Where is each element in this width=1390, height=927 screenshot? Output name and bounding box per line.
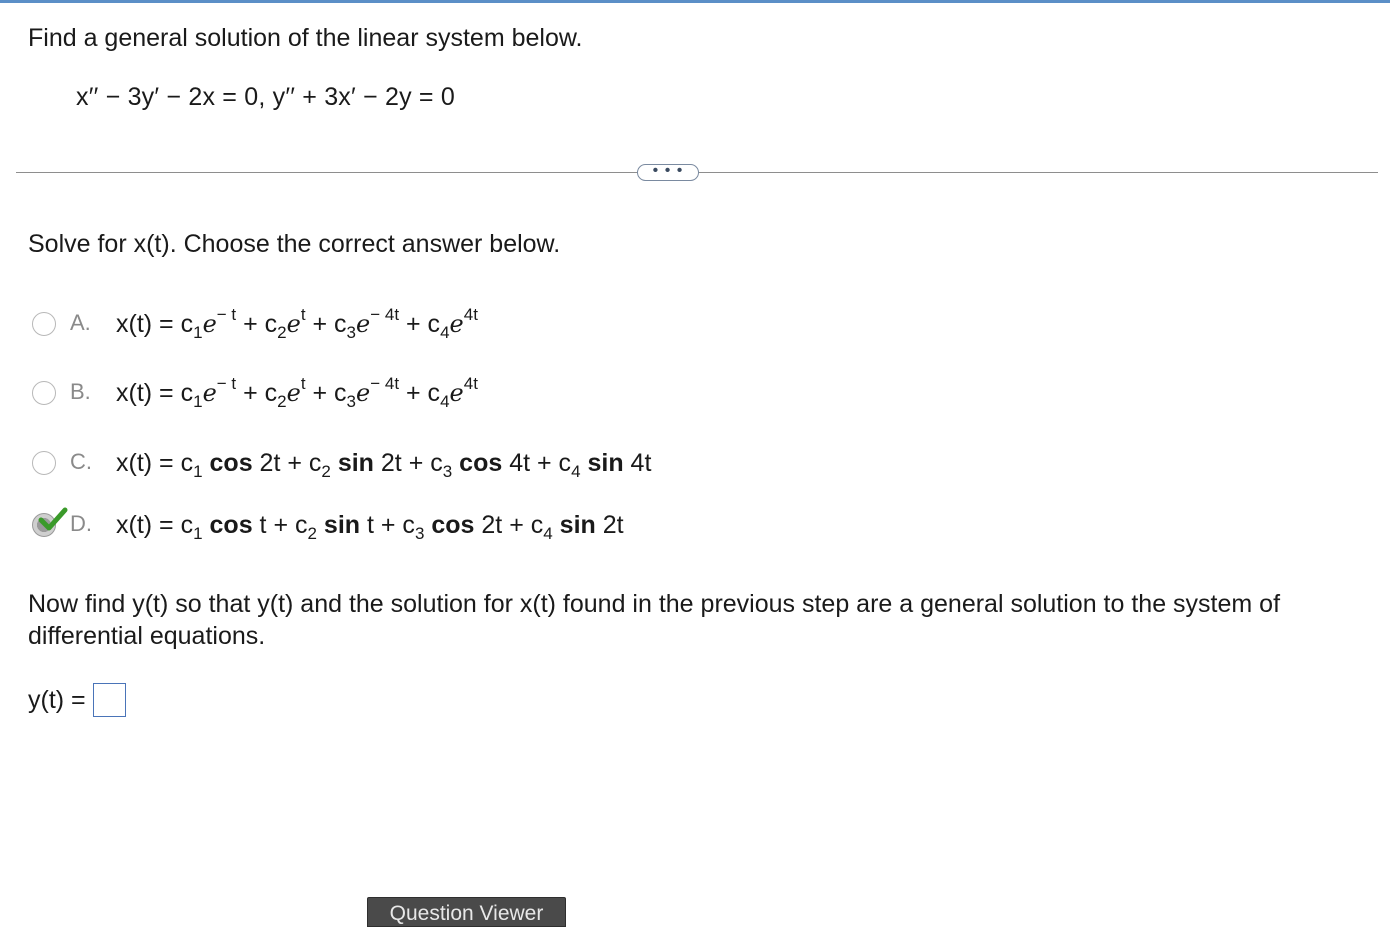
radio-option-c[interactable]	[32, 451, 56, 475]
option-c-letter: C.	[70, 449, 92, 474]
question-prompt: Find a general solution of the linear system below.	[28, 24, 583, 52]
system-equation: x′′ − 3y′ − 2x = 0, y′′ + 3x′ − 2y = 0	[76, 83, 455, 111]
radio-option-a[interactable]	[32, 312, 56, 336]
y-answer-input[interactable]	[93, 683, 126, 717]
expand-more-button[interactable]: • • •	[637, 164, 699, 181]
option-a-expression: $x(t) = c_1e^{- t} + c_2e^t + c_3e^{- 4t} + c_4e^{4t}$	[116, 305, 478, 342]
step1-prompt: Solve for x(t). Choose the correct answer below.	[28, 230, 561, 258]
option-c-expression: $x(t) = c_1$ $\cos 2t + c_2$ $\sin 2t + c_3$ $\cos 4t + c_4$ sin 4t	[116, 449, 652, 481]
top-accent-bar	[0, 0, 1390, 3]
question-viewer-button[interactable]: Question Viewer	[367, 897, 566, 927]
correct-check-icon	[38, 507, 68, 533]
option-b-letter: B.	[70, 379, 91, 404]
y-answer-label: y(t) =	[28, 686, 86, 714]
option-d-letter: D.	[70, 511, 92, 536]
option-a-letter: A.	[70, 310, 91, 335]
step2-prompt: Now find y(t) so that y(t) and the solution for x(t) found in the previous step are a general solution to the system of differential equations.	[28, 590, 1281, 650]
option-d-expression: $x(t) = c_1$ $\cos t + c_2$ $\sin t + c_3$ $\cos 2t + c_4$ sin 2t	[116, 511, 624, 543]
option-b-expression: $x(t) = c_1e^{- t} + c_2e^t + c_3e^{- 4t} + c_4e^{4t}$	[116, 374, 478, 411]
radio-option-b[interactable]	[32, 381, 56, 405]
